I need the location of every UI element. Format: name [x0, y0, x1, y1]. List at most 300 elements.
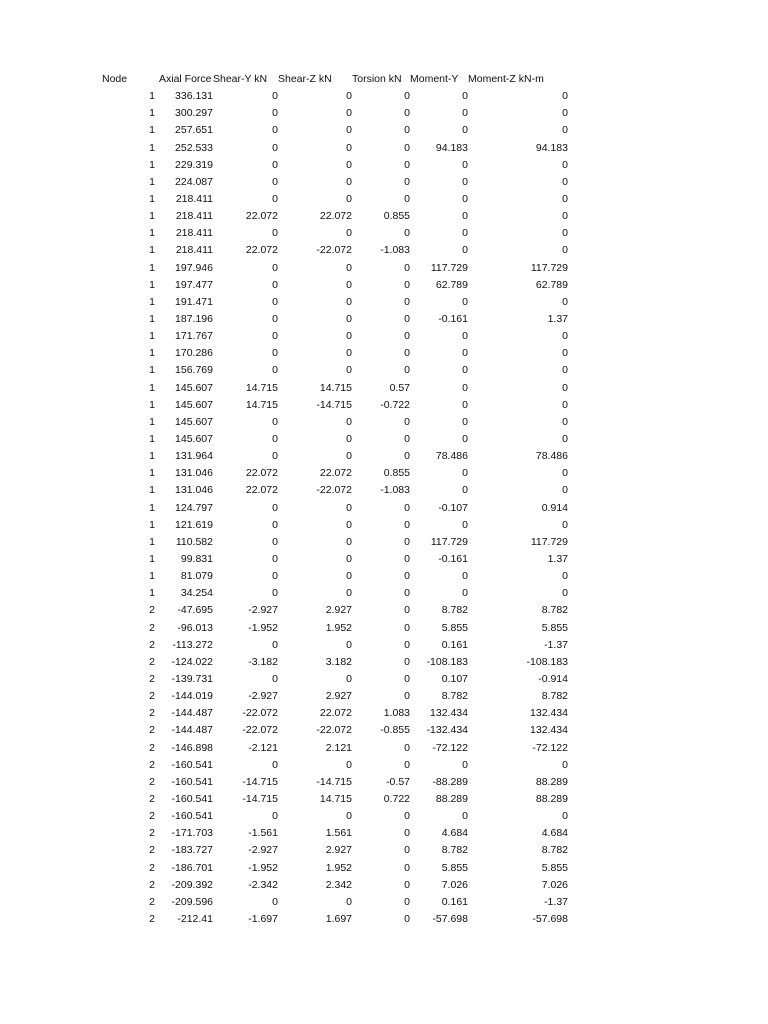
moment-y-cell: 0 [462, 381, 468, 394]
shear-z-cell: 2.927 [325, 604, 352, 617]
axial-force-cell: 252.533 [175, 141, 213, 154]
shear-z-cell: 22.072 [319, 467, 352, 480]
node-cell: 2 [149, 912, 155, 925]
table-body [96, 88, 568, 928]
moment-z-cell: -72.122 [532, 741, 568, 754]
shear-y-cell: 0 [272, 810, 278, 823]
table-row [96, 602, 568, 619]
moment-z-cell: 117.729 [530, 535, 568, 548]
shear-y-cell: -1.697 [248, 912, 278, 925]
shear-z-cell: 1.952 [325, 621, 352, 634]
table-row [96, 808, 568, 825]
node-cell: 1 [149, 90, 155, 103]
node-cell: 1 [149, 278, 155, 291]
shear-y-cell: -2.342 [248, 878, 278, 891]
axial-force-cell: -144.487 [171, 707, 213, 720]
node-cell: 2 [149, 827, 155, 840]
axial-force-cell: -139.731 [171, 672, 213, 685]
shear-y-cell: 0 [272, 587, 278, 600]
moment-z-cell: -57.698 [532, 912, 568, 925]
column-header-node: Node [102, 73, 128, 86]
moment-y-cell: 8.782 [441, 844, 468, 857]
shear-z-cell: 1.697 [325, 912, 352, 925]
moment-z-cell: 0 [562, 433, 568, 446]
shear-y-cell: -2.927 [248, 690, 278, 703]
shear-z-cell: 0 [346, 261, 352, 274]
table-row [96, 260, 568, 277]
table-row [96, 140, 568, 157]
node-cell: 1 [149, 295, 155, 308]
node-cell: 1 [149, 587, 155, 600]
node-cell: 1 [149, 210, 155, 223]
torsion-cell: 0.855 [383, 210, 410, 223]
torsion-cell: 0 [404, 433, 410, 446]
axial-force-cell: -160.541 [171, 758, 213, 771]
torsion-cell: 1.083 [383, 707, 410, 720]
moment-y-cell: 0 [462, 587, 468, 600]
table-row [96, 157, 568, 174]
axial-force-cell: -160.541 [171, 792, 213, 805]
shear-y-cell: 0 [272, 124, 278, 137]
moment-z-cell: 0 [562, 227, 568, 240]
column-header-shear-y: Shear-Y kN [213, 73, 268, 86]
shear-y-cell: 0 [272, 672, 278, 685]
node-cell: 1 [149, 553, 155, 565]
shear-y-cell: -2.121 [248, 741, 278, 754]
table-row [96, 585, 568, 602]
moment-y-cell: 0 [462, 244, 468, 257]
moment-y-cell: 0 [462, 330, 468, 343]
moment-y-cell: 0 [462, 193, 468, 206]
shear-y-cell: 0 [272, 535, 278, 548]
axial-force-cell: 191.471 [175, 295, 213, 308]
shear-y-cell: -1.561 [248, 827, 278, 840]
moment-z-cell: 0 [562, 90, 568, 103]
torsion-cell: 0 [404, 810, 410, 823]
shear-y-cell: 0 [272, 638, 278, 651]
moment-y-cell: 0 [462, 158, 468, 171]
torsion-cell: 0 [404, 261, 410, 274]
moment-z-cell: 5.855 [541, 621, 568, 634]
shear-z-cell: 0 [346, 278, 352, 291]
shear-z-cell: 22.072 [319, 210, 352, 223]
table-row [96, 688, 568, 705]
shear-y-cell: -1.952 [248, 861, 278, 874]
moment-z-cell: 132.434 [530, 707, 568, 720]
shear-z-cell: -22.072 [316, 484, 352, 497]
shear-z-cell: 0 [346, 124, 352, 137]
axial-force-cell: 218.411 [175, 244, 213, 257]
torsion-cell: 0 [404, 450, 410, 463]
table-row [96, 105, 568, 122]
table-row [96, 88, 568, 105]
moment-y-cell: -0.161 [438, 313, 468, 326]
axial-force-cell: -146.898 [171, 741, 213, 754]
moment-z-cell: 0 [562, 193, 568, 206]
shear-z-cell: 0 [346, 175, 352, 188]
node-cell: 1 [149, 261, 155, 274]
shear-z-cell: 0 [346, 587, 352, 600]
torsion-cell: -0.722 [380, 398, 410, 411]
table-row [96, 431, 568, 448]
moment-y-cell: 7.026 [441, 878, 468, 891]
shear-y-cell: 0 [272, 553, 278, 565]
axial-force-cell: -209.392 [171, 878, 213, 891]
shear-z-cell: 0 [346, 535, 352, 548]
torsion-cell: 0 [404, 758, 410, 771]
axial-force-cell: 131.046 [175, 484, 213, 497]
table-row [96, 568, 568, 585]
shear-z-cell: 2.927 [325, 690, 352, 703]
axial-force-cell: -144.487 [171, 724, 213, 737]
moment-y-cell: 62.789 [435, 278, 468, 291]
torsion-cell: 0 [404, 124, 410, 137]
shear-y-cell: -22.072 [242, 724, 278, 737]
moment-y-cell: -72.122 [432, 741, 468, 754]
shear-y-cell: 0 [272, 433, 278, 446]
moment-z-cell: 0 [562, 295, 568, 308]
moment-z-cell: 0 [562, 364, 568, 377]
shear-z-cell: -22.072 [316, 724, 352, 737]
table-row [96, 277, 568, 294]
node-cell: 1 [149, 381, 155, 394]
axial-force-cell: 300.297 [175, 107, 213, 120]
torsion-cell: 0 [404, 621, 410, 634]
torsion-cell: 0 [404, 313, 410, 326]
node-cell: 1 [149, 518, 155, 531]
shear-z-cell: 0 [346, 450, 352, 463]
moment-y-cell: 0 [462, 484, 468, 497]
node-cell: 1 [149, 433, 155, 446]
axial-force-cell: 218.411 [175, 193, 213, 206]
torsion-cell: 0 [404, 741, 410, 754]
torsion-cell: 0 [404, 518, 410, 531]
table-row [96, 448, 568, 465]
moment-z-cell: 1.37 [547, 553, 568, 565]
torsion-cell: 0 [404, 672, 410, 685]
axial-force-cell: 131.964 [175, 450, 213, 463]
torsion-cell: 0 [404, 690, 410, 703]
torsion-cell: 0 [404, 501, 410, 514]
node-cell: 2 [149, 810, 155, 823]
axial-force-cell: 229.319 [175, 158, 213, 171]
node-cell: 1 [149, 501, 155, 514]
node-cell: 1 [149, 467, 155, 480]
shear-z-cell: 14.715 [319, 792, 352, 805]
node-cell: 2 [149, 758, 155, 771]
axial-force-cell: 145.607 [175, 398, 213, 411]
moment-z-cell: 0 [562, 124, 568, 137]
moment-y-cell: 8.782 [441, 604, 468, 617]
shear-z-cell: 0 [346, 810, 352, 823]
moment-z-cell: 0 [562, 415, 568, 428]
shear-z-cell: 0 [346, 347, 352, 360]
moment-z-cell: -108.183 [526, 655, 568, 668]
torsion-cell: 0 [404, 535, 410, 548]
moment-y-cell: 0 [462, 107, 468, 120]
table-row [96, 825, 568, 842]
node-cell: 2 [149, 655, 155, 668]
moment-y-cell: 4.684 [441, 827, 468, 840]
axial-force-cell: -183.727 [171, 844, 213, 857]
shear-y-cell: 0 [272, 175, 278, 188]
node-cell: 1 [149, 124, 155, 137]
node-cell: 2 [149, 604, 155, 617]
moment-y-cell: 0 [462, 518, 468, 531]
axial-force-cell: 218.411 [175, 210, 213, 223]
axial-force-cell: 145.607 [175, 381, 213, 394]
torsion-cell: 0 [404, 175, 410, 188]
moment-y-cell: 0 [462, 175, 468, 188]
shear-z-cell: 0 [346, 638, 352, 651]
shear-z-cell: 0 [346, 227, 352, 240]
shear-z-cell: 0 [346, 193, 352, 206]
moment-z-cell: 94.183 [535, 141, 568, 154]
moment-y-cell: 8.782 [441, 690, 468, 703]
axial-force-cell: -186.701 [171, 861, 213, 874]
torsion-cell: 0.855 [383, 467, 410, 480]
torsion-cell: 0 [404, 827, 410, 840]
table-row [96, 380, 568, 397]
table-row [96, 500, 568, 517]
torsion-cell: 0 [404, 90, 410, 103]
shear-y-cell: 0 [272, 141, 278, 154]
moment-y-cell: 0 [462, 810, 468, 823]
axial-force-cell: 218.411 [175, 227, 213, 240]
moment-z-cell: 62.789 [535, 278, 568, 291]
axial-force-cell: 131.046 [175, 467, 213, 480]
moment-y-cell: 94.183 [435, 141, 468, 154]
shear-z-cell: 0 [346, 330, 352, 343]
table-row [96, 739, 568, 756]
moment-y-cell: 0 [462, 227, 468, 240]
shear-z-cell: 1.561 [325, 827, 352, 840]
moment-z-cell: 8.782 [541, 690, 568, 703]
torsion-cell: 0 [404, 107, 410, 120]
table-row [96, 465, 568, 482]
shear-z-cell: 0 [346, 141, 352, 154]
moment-z-cell: 78.486 [535, 450, 568, 463]
moment-z-cell: 0 [562, 107, 568, 120]
node-cell: 1 [149, 484, 155, 497]
shear-y-cell: 0 [272, 364, 278, 377]
shear-y-cell: -3.182 [248, 655, 278, 668]
torsion-cell: 0.57 [389, 381, 410, 394]
table-row [96, 842, 568, 859]
shear-y-cell: 0 [272, 570, 278, 583]
moment-y-cell: 5.855 [441, 621, 468, 634]
torsion-cell: 0 [404, 570, 410, 583]
moment-z-cell: 1.37 [547, 313, 568, 326]
shear-z-cell: 0 [346, 295, 352, 308]
shear-y-cell: 0 [272, 227, 278, 240]
axial-force-cell: 224.087 [175, 175, 213, 188]
shear-z-cell: 2.342 [325, 878, 352, 891]
moment-z-cell: 4.684 [541, 827, 568, 840]
moment-y-cell: 0.161 [441, 638, 468, 651]
node-cell: 2 [149, 638, 155, 651]
shear-y-cell: 22.072 [245, 467, 278, 480]
node-cell: 2 [149, 724, 155, 737]
shear-z-cell: 2.121 [325, 741, 352, 754]
column-header-moment-z: Moment-Z kN-m [468, 73, 544, 86]
node-cell: 1 [149, 193, 155, 206]
moment-y-cell: 0 [462, 124, 468, 137]
axial-force-cell: -160.541 [171, 775, 213, 788]
torsion-cell: 0 [404, 415, 410, 428]
moment-z-cell: 0 [562, 381, 568, 394]
torsion-cell: 0 [404, 587, 410, 600]
node-cell: 1 [149, 158, 155, 171]
shear-z-cell: -14.715 [316, 775, 352, 788]
moment-y-cell: 5.855 [441, 861, 468, 874]
shear-y-cell: 22.072 [245, 210, 278, 223]
node-cell: 1 [149, 227, 155, 240]
shear-z-cell: 0 [346, 672, 352, 685]
axial-force-cell: -209.596 [171, 895, 213, 908]
moment-y-cell: 0 [462, 295, 468, 308]
node-cell: 1 [149, 313, 155, 326]
node-cell: 2 [149, 621, 155, 634]
table-row [96, 345, 568, 362]
axial-force-cell: 171.767 [175, 330, 213, 343]
axial-force-cell: 34.254 [180, 587, 213, 600]
shear-y-cell: -14.715 [242, 775, 278, 788]
axial-force-cell: 187.196 [175, 313, 213, 326]
node-cell: 1 [149, 450, 155, 463]
shear-y-cell: 0 [272, 193, 278, 206]
torsion-cell: 0 [404, 364, 410, 377]
moment-y-cell: -0.107 [438, 501, 468, 514]
node-cell: 1 [149, 330, 155, 343]
shear-y-cell: 14.715 [245, 398, 278, 411]
moment-z-cell: 0.914 [541, 501, 568, 514]
node-cell: 2 [149, 672, 155, 685]
axial-force-cell: -212.41 [177, 912, 213, 925]
axial-force-cell: 99.831 [180, 553, 213, 565]
torsion-cell: -0.855 [380, 724, 410, 737]
table-row [96, 637, 568, 654]
axial-force-cell: -144.019 [171, 690, 213, 703]
node-cell: 2 [149, 895, 155, 908]
moment-z-cell: 88.289 [535, 792, 568, 805]
moment-y-cell: 0.161 [441, 895, 468, 908]
moment-z-cell: 0 [562, 175, 568, 188]
node-cell: 2 [149, 878, 155, 891]
axial-force-cell: 145.607 [175, 415, 213, 428]
table-row [96, 774, 568, 791]
moment-y-cell: 0 [462, 758, 468, 771]
node-cell: 2 [149, 775, 155, 788]
table-row [96, 174, 568, 191]
torsion-cell: 0 [404, 158, 410, 171]
node-cell: 2 [149, 792, 155, 805]
axial-force-cell: -160.541 [171, 810, 213, 823]
moment-y-cell: -88.289 [432, 775, 468, 788]
moment-z-cell: 0 [562, 158, 568, 171]
moment-y-cell: 78.486 [435, 450, 468, 463]
shear-y-cell: 0 [272, 330, 278, 343]
shear-z-cell: 0 [346, 415, 352, 428]
moment-z-cell: 0 [562, 210, 568, 223]
moment-y-cell: -57.698 [432, 912, 468, 925]
shear-z-cell: 0 [346, 518, 352, 531]
moment-y-cell: 0 [462, 90, 468, 103]
table-row [96, 654, 568, 671]
shear-y-cell: 22.072 [245, 484, 278, 497]
column-header-axial-force: Axial Force [159, 73, 212, 86]
table-row [96, 859, 568, 876]
member-forces-table [96, 71, 568, 928]
torsion-cell: 0 [404, 604, 410, 617]
shear-z-cell: 0 [346, 758, 352, 771]
table-row [96, 225, 568, 242]
axial-force-cell: 110.582 [175, 535, 213, 548]
table-row [96, 551, 568, 568]
torsion-cell: -1.083 [380, 484, 410, 497]
shear-y-cell: 0 [272, 450, 278, 463]
table-row [96, 328, 568, 345]
table-row [96, 294, 568, 311]
column-header-moment-y: Moment-Y [410, 73, 459, 86]
moment-y-cell: 0 [462, 415, 468, 428]
moment-z-cell: 117.729 [530, 261, 568, 274]
node-cell: 2 [149, 861, 155, 874]
moment-y-cell: 0 [462, 433, 468, 446]
axial-force-cell: 121.619 [175, 518, 213, 531]
torsion-cell: 0 [404, 193, 410, 206]
table-row [96, 122, 568, 139]
torsion-cell: -1.083 [380, 244, 410, 257]
axial-force-cell: 81.079 [180, 570, 213, 583]
moment-z-cell: 0 [562, 587, 568, 600]
shear-y-cell: -2.927 [248, 844, 278, 857]
moment-z-cell: 8.782 [541, 844, 568, 857]
moment-z-cell: 0 [562, 398, 568, 411]
shear-z-cell: 3.182 [325, 655, 352, 668]
moment-y-cell: 0 [462, 467, 468, 480]
table-row [96, 894, 568, 911]
shear-y-cell: 0 [272, 895, 278, 908]
table-row [96, 911, 568, 928]
torsion-cell: 0 [404, 895, 410, 908]
moment-z-cell: 0 [562, 810, 568, 823]
axial-force-cell: -47.695 [177, 604, 213, 617]
shear-z-cell: -22.072 [316, 244, 352, 257]
node-cell: 1 [149, 141, 155, 154]
table-row [96, 311, 568, 328]
moment-y-cell: 0 [462, 398, 468, 411]
shear-z-cell: 0 [346, 364, 352, 377]
shear-z-cell: 0 [346, 107, 352, 120]
shear-z-cell: 0 [346, 570, 352, 583]
axial-force-cell: -171.703 [171, 827, 213, 840]
moment-z-cell: 0 [562, 467, 568, 480]
table-row [96, 757, 568, 774]
node-cell: 1 [149, 415, 155, 428]
table-row [96, 362, 568, 379]
torsion-cell: 0 [404, 295, 410, 308]
table-row [96, 671, 568, 688]
axial-force-cell: 197.477 [175, 278, 213, 291]
axial-force-cell: -96.013 [177, 621, 213, 634]
torsion-cell: 0 [404, 330, 410, 343]
moment-y-cell: 88.289 [435, 792, 468, 805]
torsion-cell: 0 [404, 655, 410, 668]
moment-z-cell: 0 [562, 330, 568, 343]
shear-z-cell: 0 [346, 553, 352, 565]
moment-y-cell: 0.107 [441, 672, 468, 685]
